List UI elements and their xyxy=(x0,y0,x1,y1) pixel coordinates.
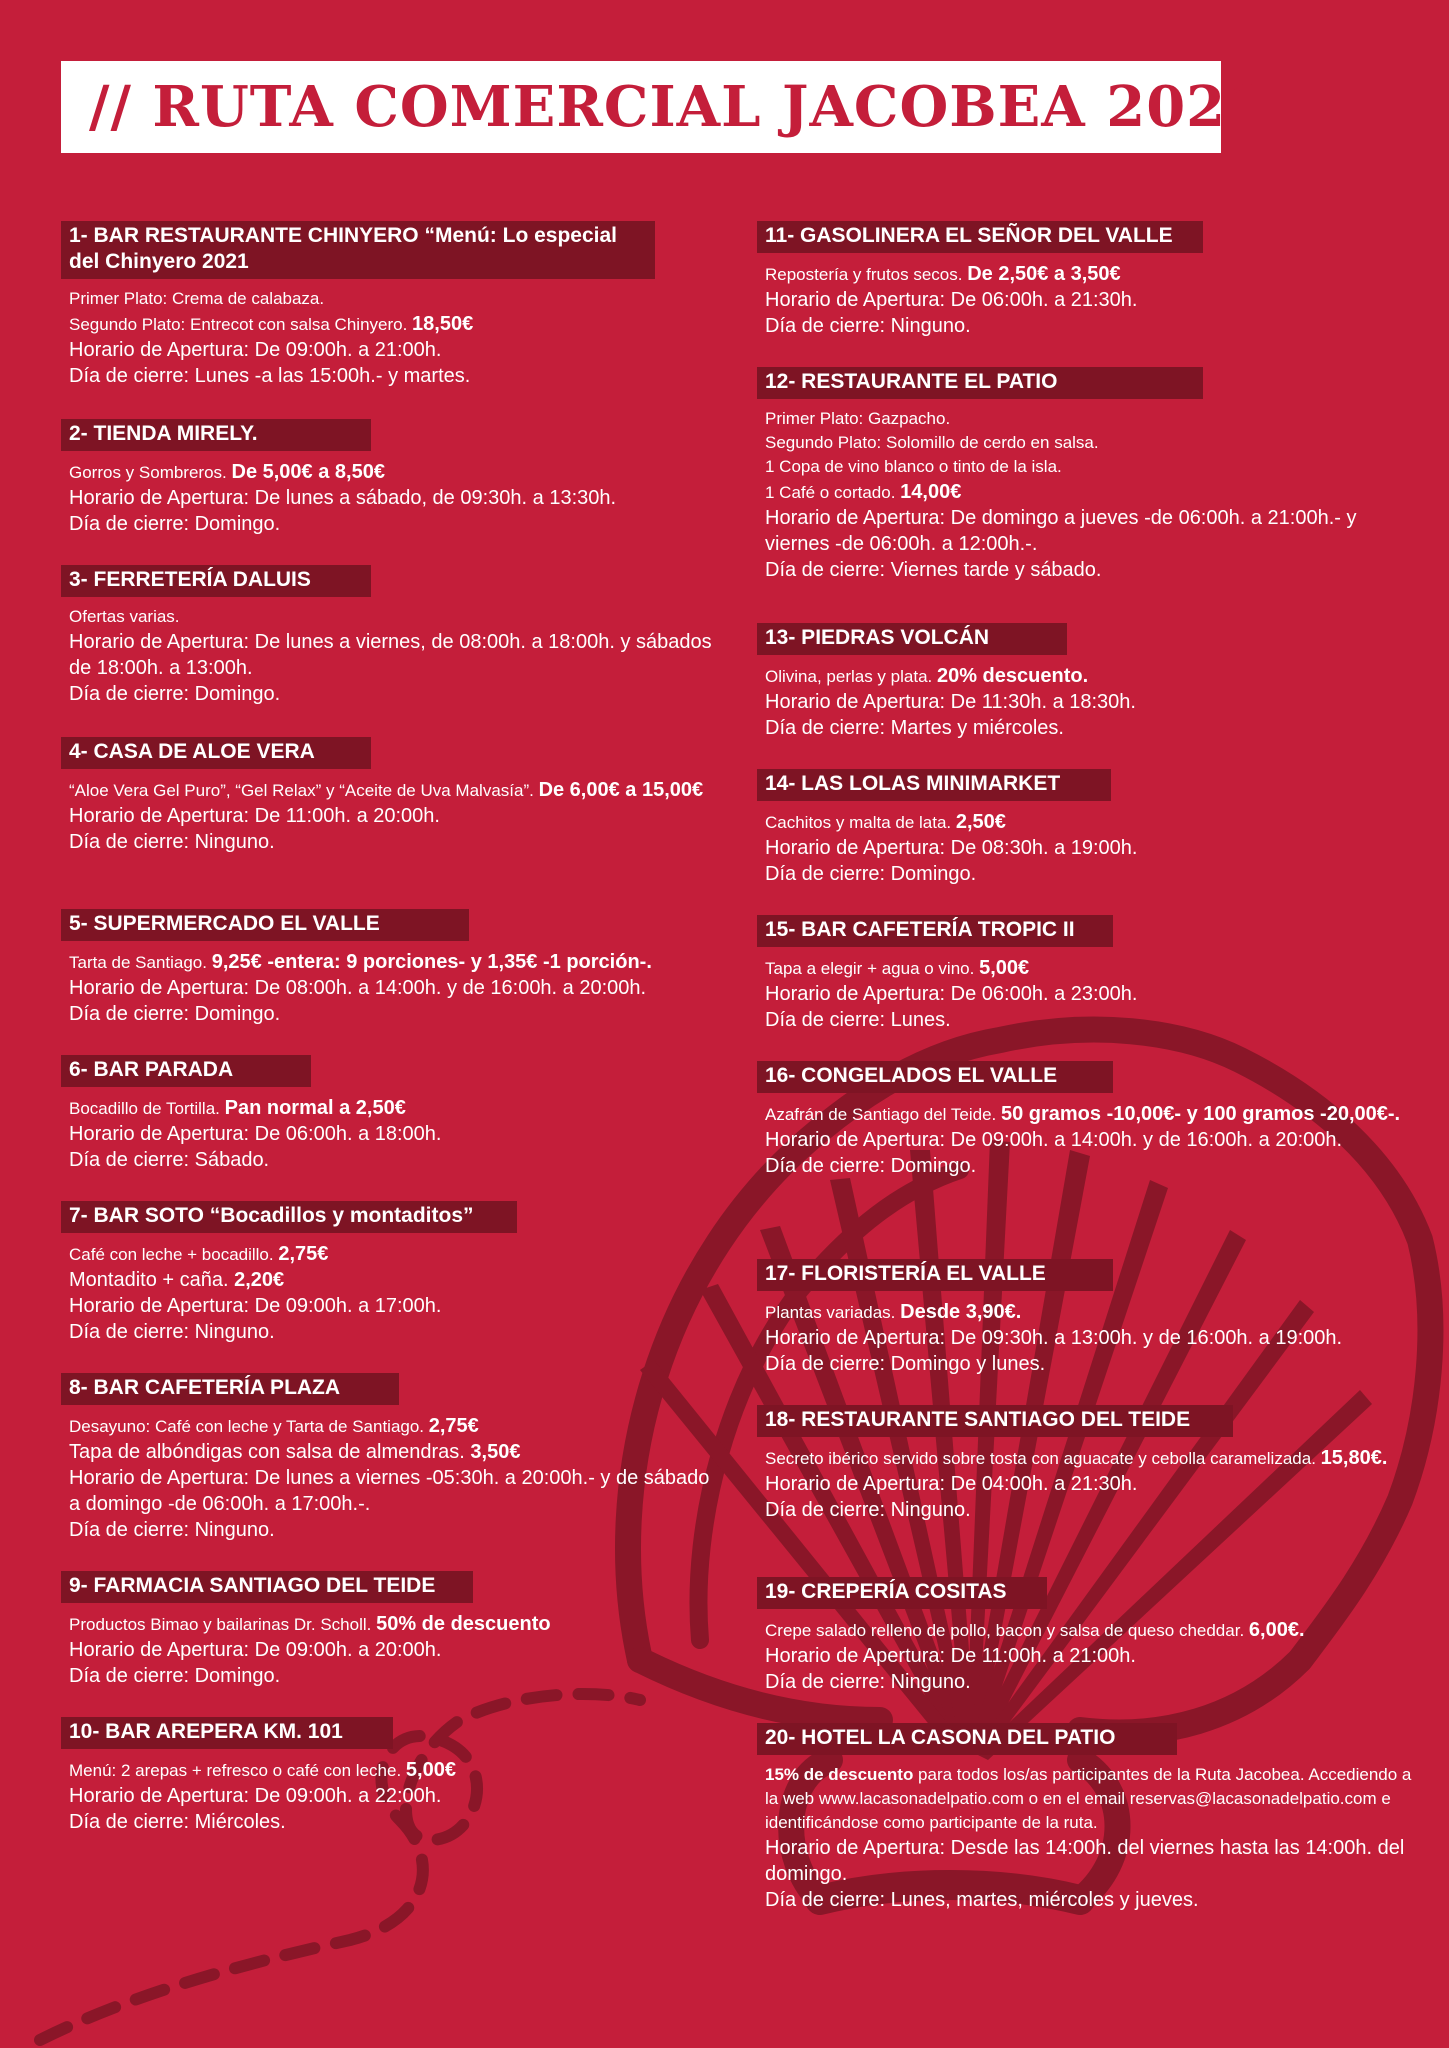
listing-line xyxy=(765,809,1413,835)
listing-header: 2- TIENDA MIRELY. xyxy=(61,419,371,451)
price-highlight: 9,25€ -entera: 9 porciones- y 1,35€ -1 porción-. xyxy=(211,951,652,973)
listing-body xyxy=(757,407,1417,583)
listing-line xyxy=(69,777,717,803)
listing-line xyxy=(765,1299,1413,1325)
price-highlight: Día de cierre: Domingo y lunes. xyxy=(765,1353,1046,1375)
listing-body xyxy=(61,949,721,1027)
price-highlight: Horario de Apertura: De 09:00h. a 21:00h. xyxy=(69,339,442,361)
listing-header: 7- BAR SOTO “Bocadillos y montaditos” xyxy=(61,1201,517,1233)
listing-line xyxy=(69,1241,717,1267)
listing-line xyxy=(69,511,717,537)
listing-line xyxy=(69,1465,717,1517)
listing-line xyxy=(69,681,717,707)
price-highlight: 20% descuento. xyxy=(936,665,1089,687)
listing-text: Desayuno: Café con leche y Tarta de Santiago. xyxy=(69,1417,429,1436)
listing-text: Secreto ibérico servido sobre tosta con aguacate y cebolla caramelizada. xyxy=(765,1449,1321,1468)
listing-line xyxy=(69,829,717,855)
price-highlight: 18,50€ xyxy=(412,313,474,335)
listing-text: Menú: 2 arepas + refresco o café con leche. xyxy=(69,1761,406,1780)
listing-text: Gorros y Sombreros. xyxy=(69,463,232,482)
price-highlight: 6,00€. xyxy=(1248,1619,1305,1641)
listing-line xyxy=(765,407,1413,431)
price-highlight: 2,75€ xyxy=(278,1243,329,1265)
listing-line xyxy=(69,363,717,389)
listing-entry xyxy=(61,1055,721,1173)
price-highlight: Día de cierre: Lunes -a las 15:00h.- y martes. xyxy=(69,365,471,387)
price-highlight: Horario de Apertura: De lunes a sábado, de 09:30h. a 13:30h. xyxy=(69,487,617,509)
price-highlight: Día de cierre: Domingo. xyxy=(69,1003,281,1025)
price-highlight: 15,80€. xyxy=(1320,1447,1388,1469)
listing-header: 5- SUPERMERCADO EL VALLE xyxy=(61,909,469,941)
listing-text: para todos los/as participantes de la Ruta Jacobea. Accediendo a la web www.lacasonadelpatio.com o en el email reservas@lacasonadelpatio.com e identificándose como participante de la ruta. xyxy=(765,1765,1412,1832)
price-highlight: Desde 3,90€. xyxy=(900,1301,1022,1323)
listing-text: “Aloe Vera Gel Puro”, “Gel Relax” y “Aceite de Uva Malvasía”. xyxy=(69,781,539,800)
listing-line xyxy=(69,1267,717,1293)
listing-line xyxy=(69,1319,717,1345)
price-highlight: De 6,00€ a 15,00€ xyxy=(538,779,704,801)
listing-line xyxy=(69,949,717,975)
listing-line xyxy=(765,1325,1413,1351)
listing-body xyxy=(757,1445,1417,1523)
price-highlight: Horario de Apertura: De 06:00h. a 18:00h. xyxy=(69,1123,442,1145)
price-highlight: 5,00€ xyxy=(979,957,1030,979)
price-highlight: Día de cierre: Sábado. xyxy=(69,1149,270,1171)
listing-line xyxy=(69,803,717,829)
price-highlight: 2,20€ xyxy=(234,1269,285,1291)
listing-entry xyxy=(757,769,1417,887)
price-highlight: Día de cierre: Ninguno. xyxy=(765,1671,971,1693)
listing-text: Segundo Plato: Solomillo de cerdo en salsa. xyxy=(765,433,1099,452)
listing-line xyxy=(765,1153,1413,1179)
listing-text: Productos Bimao y bailarinas Dr. Scholl. xyxy=(69,1615,377,1634)
price-highlight: Día de cierre: Domingo. xyxy=(69,683,281,705)
listing-line xyxy=(765,715,1413,741)
listing-line xyxy=(765,1669,1413,1695)
price-highlight: 15% de descuento xyxy=(765,1765,914,1784)
listing-line xyxy=(69,311,717,337)
price-highlight: Horario de Apertura: De 06:00h. a 21:30h. xyxy=(765,289,1138,311)
listing-line xyxy=(765,835,1413,861)
listing-line xyxy=(69,605,717,629)
listing-body xyxy=(757,1617,1417,1695)
price-highlight: Día de cierre: Ninguno. xyxy=(69,1321,275,1343)
price-highlight: Día de cierre: Viernes tarde y sábado. xyxy=(765,559,1102,581)
listing-text: Café con leche + bocadillo. xyxy=(69,1245,279,1264)
listing-text: Plantas variadas. xyxy=(765,1303,901,1322)
listing-text: Tapa a elegir + agua o vino. xyxy=(765,959,980,978)
listing-line xyxy=(69,485,717,511)
listing-entry xyxy=(61,1201,721,1345)
listing-text: Cachitos y malta de lata. xyxy=(765,813,956,832)
price-highlight: Día de cierre: Lunes, martes, miércoles y jueves. xyxy=(765,1889,1199,1911)
price-highlight: Día de cierre: Ninguno. xyxy=(765,315,971,337)
listing-entry xyxy=(61,909,721,1027)
listing-text: Crepe salado relleno de pollo, bacon y salsa de queso cheddar. xyxy=(765,1621,1249,1640)
listing-body xyxy=(61,1413,721,1543)
listing-line xyxy=(765,1497,1413,1523)
price-highlight: Horario de Apertura: De 09:00h. a 17:00h. xyxy=(69,1295,442,1317)
listing-line xyxy=(69,629,717,681)
listing-text: Bocadillo de Tortilla. xyxy=(69,1099,225,1118)
listing-entry xyxy=(757,1259,1417,1377)
listing-body xyxy=(61,605,721,707)
listing-line xyxy=(765,1617,1413,1643)
price-highlight: Día de cierre: Lunes. xyxy=(765,1009,951,1031)
price-highlight: 3,50€ xyxy=(470,1441,521,1463)
listing-header: 9- FARMACIA SANTIAGO DEL TEIDE xyxy=(61,1571,473,1603)
listing-line xyxy=(765,287,1413,313)
listing-line xyxy=(765,981,1413,1007)
price-highlight: Horario de Apertura: De 06:00h. a 23:00h. xyxy=(765,983,1138,1005)
listing-line xyxy=(69,1095,717,1121)
price-highlight: Día de cierre: Domingo. xyxy=(69,1665,281,1687)
listing-header: 6- BAR PARADA xyxy=(61,1055,311,1087)
listing-header: 20- HOTEL LA CASONA DEL PATIO xyxy=(757,1723,1177,1755)
listing-entry xyxy=(757,221,1417,339)
listing-text: 1 Café o cortado. xyxy=(765,483,901,502)
listing-body xyxy=(61,1757,721,1835)
listing-header: 17- FLORISTERÍA EL VALLE xyxy=(757,1259,1113,1291)
price-highlight: Montadito + caña. xyxy=(69,1269,235,1291)
listing-entry xyxy=(61,221,721,389)
listing-body xyxy=(757,261,1417,339)
listing-line xyxy=(69,1663,717,1689)
listing-body xyxy=(757,809,1417,887)
listing-line xyxy=(69,1637,717,1663)
listing-line xyxy=(765,313,1413,339)
listing-line xyxy=(765,261,1413,287)
listing-line xyxy=(765,455,1413,479)
price-highlight: Pan normal a 2,50€ xyxy=(224,1097,406,1119)
listing-entry xyxy=(757,1405,1417,1523)
price-highlight: 50 gramos -10,00€- y 100 gramos -20,00€-. xyxy=(1000,1103,1401,1125)
listing-line xyxy=(69,1517,717,1543)
listing-body xyxy=(757,1299,1417,1377)
listing-line xyxy=(765,955,1413,981)
listing-line xyxy=(69,1001,717,1027)
listing-entry xyxy=(757,623,1417,741)
listing-line xyxy=(765,663,1413,689)
listing-line xyxy=(69,975,717,1001)
price-highlight: Horario de Apertura: De 11:30h. a 18:30h. xyxy=(765,691,1136,713)
listing-body xyxy=(61,1241,721,1345)
listing-text: Primer Plato: Gazpacho. xyxy=(765,409,951,428)
listing-header: 18- RESTAURANTE SANTIAGO DEL TEIDE xyxy=(757,1405,1233,1437)
listing-entry xyxy=(757,1061,1417,1179)
price-highlight: De 2,50€ a 3,50€ xyxy=(967,263,1121,285)
page-title: // RUTA COMERCIAL JACOBEA 2021 xyxy=(89,74,1267,140)
price-highlight: Horario de Apertura: De 11:00h. a 20:00h. xyxy=(69,805,440,827)
listing-entry xyxy=(61,737,721,855)
listing-line xyxy=(69,337,717,363)
listing-header: 15- BAR CAFETERÍA TROPIC II xyxy=(757,915,1113,947)
listing-header: 19- CREPERÍA COSITAS xyxy=(757,1577,1047,1609)
price-highlight: Día de cierre: Domingo. xyxy=(69,513,281,535)
listing-line xyxy=(765,1127,1413,1153)
listing-line xyxy=(765,1471,1413,1497)
price-highlight: Día de cierre: Miércoles. xyxy=(69,1811,286,1833)
listing-header: 8- BAR CAFETERÍA PLAZA xyxy=(61,1373,399,1405)
listing-entry xyxy=(61,419,721,537)
price-highlight: Día de cierre: Ninguno. xyxy=(69,1519,275,1541)
listing-line xyxy=(69,1413,717,1439)
listing-header: 4- CASA DE ALOE VERA xyxy=(61,737,371,769)
listing-header: 10- BAR AREPERA KM. 101 xyxy=(61,1717,393,1749)
price-highlight: Horario de Apertura: Desde las 14:00h. del viernes hasta las 14:00h. del domingo. xyxy=(765,1837,1405,1885)
listing-text: Primer Plato: Crema de calabaza. xyxy=(69,289,325,308)
price-highlight: 5,00€ xyxy=(405,1759,456,1781)
listing-entry xyxy=(757,367,1417,583)
listing-body xyxy=(61,777,721,855)
price-highlight: Horario de Apertura: De 09:00h. a 14:00h. y de 16:00h. a 20:00h. xyxy=(765,1129,1343,1151)
listing-line xyxy=(765,505,1413,557)
price-highlight: Horario de Apertura: De 04:00h. a 21:30h. xyxy=(765,1473,1138,1495)
listing-entry xyxy=(61,1373,721,1543)
title-banner xyxy=(61,61,1267,153)
listing-line xyxy=(765,1101,1413,1127)
price-highlight: Horario de Apertura: De 09:30h. a 13:00h. y de 16:00h. a 19:00h. xyxy=(765,1327,1343,1349)
price-highlight: Día de cierre: Ninguno. xyxy=(765,1499,971,1521)
listing-line xyxy=(765,1763,1413,1835)
listing-text: Ofertas varias. xyxy=(69,607,180,626)
listing-header: 13- PIEDRAS VOLCÁN xyxy=(757,623,1067,655)
listing-body xyxy=(61,1611,721,1689)
price-highlight: Tapa de albóndigas con salsa de almendras. xyxy=(69,1441,471,1463)
price-highlight: De 5,00€ a 8,50€ xyxy=(231,461,385,483)
listing-entry xyxy=(757,915,1417,1033)
price-highlight: 14,00€ xyxy=(900,481,962,503)
listing-line xyxy=(765,1445,1413,1471)
listing-text: Olivina, perlas y plata. xyxy=(765,667,937,686)
listing-body xyxy=(757,955,1417,1033)
listing-text: 1 Copa de vino blanco o tinto de la isla. xyxy=(765,457,1062,476)
listing-line xyxy=(69,1293,717,1319)
price-highlight: 50% de descuento xyxy=(376,1613,551,1635)
listing-text: Segundo Plato: Entrecot con salsa Chinyero. xyxy=(69,315,413,334)
listing-line xyxy=(765,689,1413,715)
listing-body xyxy=(757,1763,1417,1913)
price-highlight: Horario de Apertura: De 09:00h. a 22:00h. xyxy=(69,1785,442,1807)
listing-line xyxy=(69,1121,717,1147)
listing-header: 1- BAR RESTAURANTE CHINYERO “Menú: Lo especial del Chinyero 2021 xyxy=(61,221,655,279)
price-highlight: Horario de Apertura: De 08:00h. a 14:00h. y de 16:00h. a 20:00h. xyxy=(69,977,647,999)
price-highlight: Día de cierre: Ninguno. xyxy=(69,831,275,853)
listing-line xyxy=(765,557,1413,583)
listing-line xyxy=(69,459,717,485)
price-highlight: Día de cierre: Domingo. xyxy=(765,1155,977,1177)
listing-body xyxy=(757,663,1417,741)
listing-text: Repostería y frutos secos. xyxy=(765,265,968,284)
listing-header: 12- RESTAURANTE EL PATIO xyxy=(757,367,1203,399)
listing-line xyxy=(69,1147,717,1173)
price-highlight: 2,75€ xyxy=(428,1415,479,1437)
listing-line xyxy=(69,1809,717,1835)
price-highlight: Horario de Apertura: De lunes a viernes -05:30h. a 20:00h.- y de sábado a domingo -de 06:00h. a 17:00h.-. xyxy=(69,1467,710,1515)
listing-line xyxy=(69,1757,717,1783)
listing-entry xyxy=(61,1571,721,1689)
listing-entry xyxy=(757,1577,1417,1695)
listing-header: 16- CONGELADOS EL VALLE xyxy=(757,1061,1113,1093)
listing-line xyxy=(765,1007,1413,1033)
listing-body xyxy=(757,1101,1417,1179)
listing-entry xyxy=(61,1717,721,1835)
listing-header: 14- LAS LOLAS MINIMARKET xyxy=(757,769,1111,801)
listing-line xyxy=(765,861,1413,887)
listing-line xyxy=(69,1439,717,1465)
listing-line xyxy=(765,1351,1413,1377)
listing-line xyxy=(765,479,1413,505)
listing-line xyxy=(765,431,1413,455)
listing-line xyxy=(69,1611,717,1637)
listing-entry xyxy=(757,1723,1417,1913)
listing-header: 11- GASOLINERA EL SEÑOR DEL VALLE xyxy=(757,221,1203,253)
price-highlight: Horario de Apertura: De lunes a viernes, de 08:00h. a 18:00h. y sábados de 18:00h. a 13:00h. xyxy=(69,631,712,679)
listing-entry xyxy=(61,565,721,707)
price-highlight: Horario de Apertura: De 11:00h. a 21:00h. xyxy=(765,1645,1136,1667)
listing-text: Tarta de Santiago. xyxy=(69,953,212,972)
listing-line xyxy=(765,1887,1413,1913)
listing-line xyxy=(765,1643,1413,1669)
listing-body xyxy=(61,1095,721,1173)
listing-line xyxy=(69,1783,717,1809)
listing-body xyxy=(61,287,721,389)
listing-line xyxy=(765,1835,1413,1887)
listing-line xyxy=(69,287,717,311)
listing-header: 3- FERRETERÍA DALUIS xyxy=(61,565,371,597)
price-highlight: Día de cierre: Domingo. xyxy=(765,863,977,885)
price-highlight: Día de cierre: Martes y miércoles. xyxy=(765,717,1064,739)
price-highlight: Horario de Apertura: De 08:30h. a 19:00h. xyxy=(765,837,1138,859)
price-highlight: Horario de Apertura: De 09:00h. a 20:00h. xyxy=(69,1639,442,1661)
listing-body xyxy=(61,459,721,537)
listing-text: Azafrán de Santiago del Teide. xyxy=(765,1105,1001,1124)
price-highlight: Horario de Apertura: De domingo a jueves -de 06:00h. a 21:00h.- y viernes -de 06:00h. a 12:00h.-. xyxy=(765,507,1357,555)
price-highlight: 2,50€ xyxy=(955,811,1006,833)
